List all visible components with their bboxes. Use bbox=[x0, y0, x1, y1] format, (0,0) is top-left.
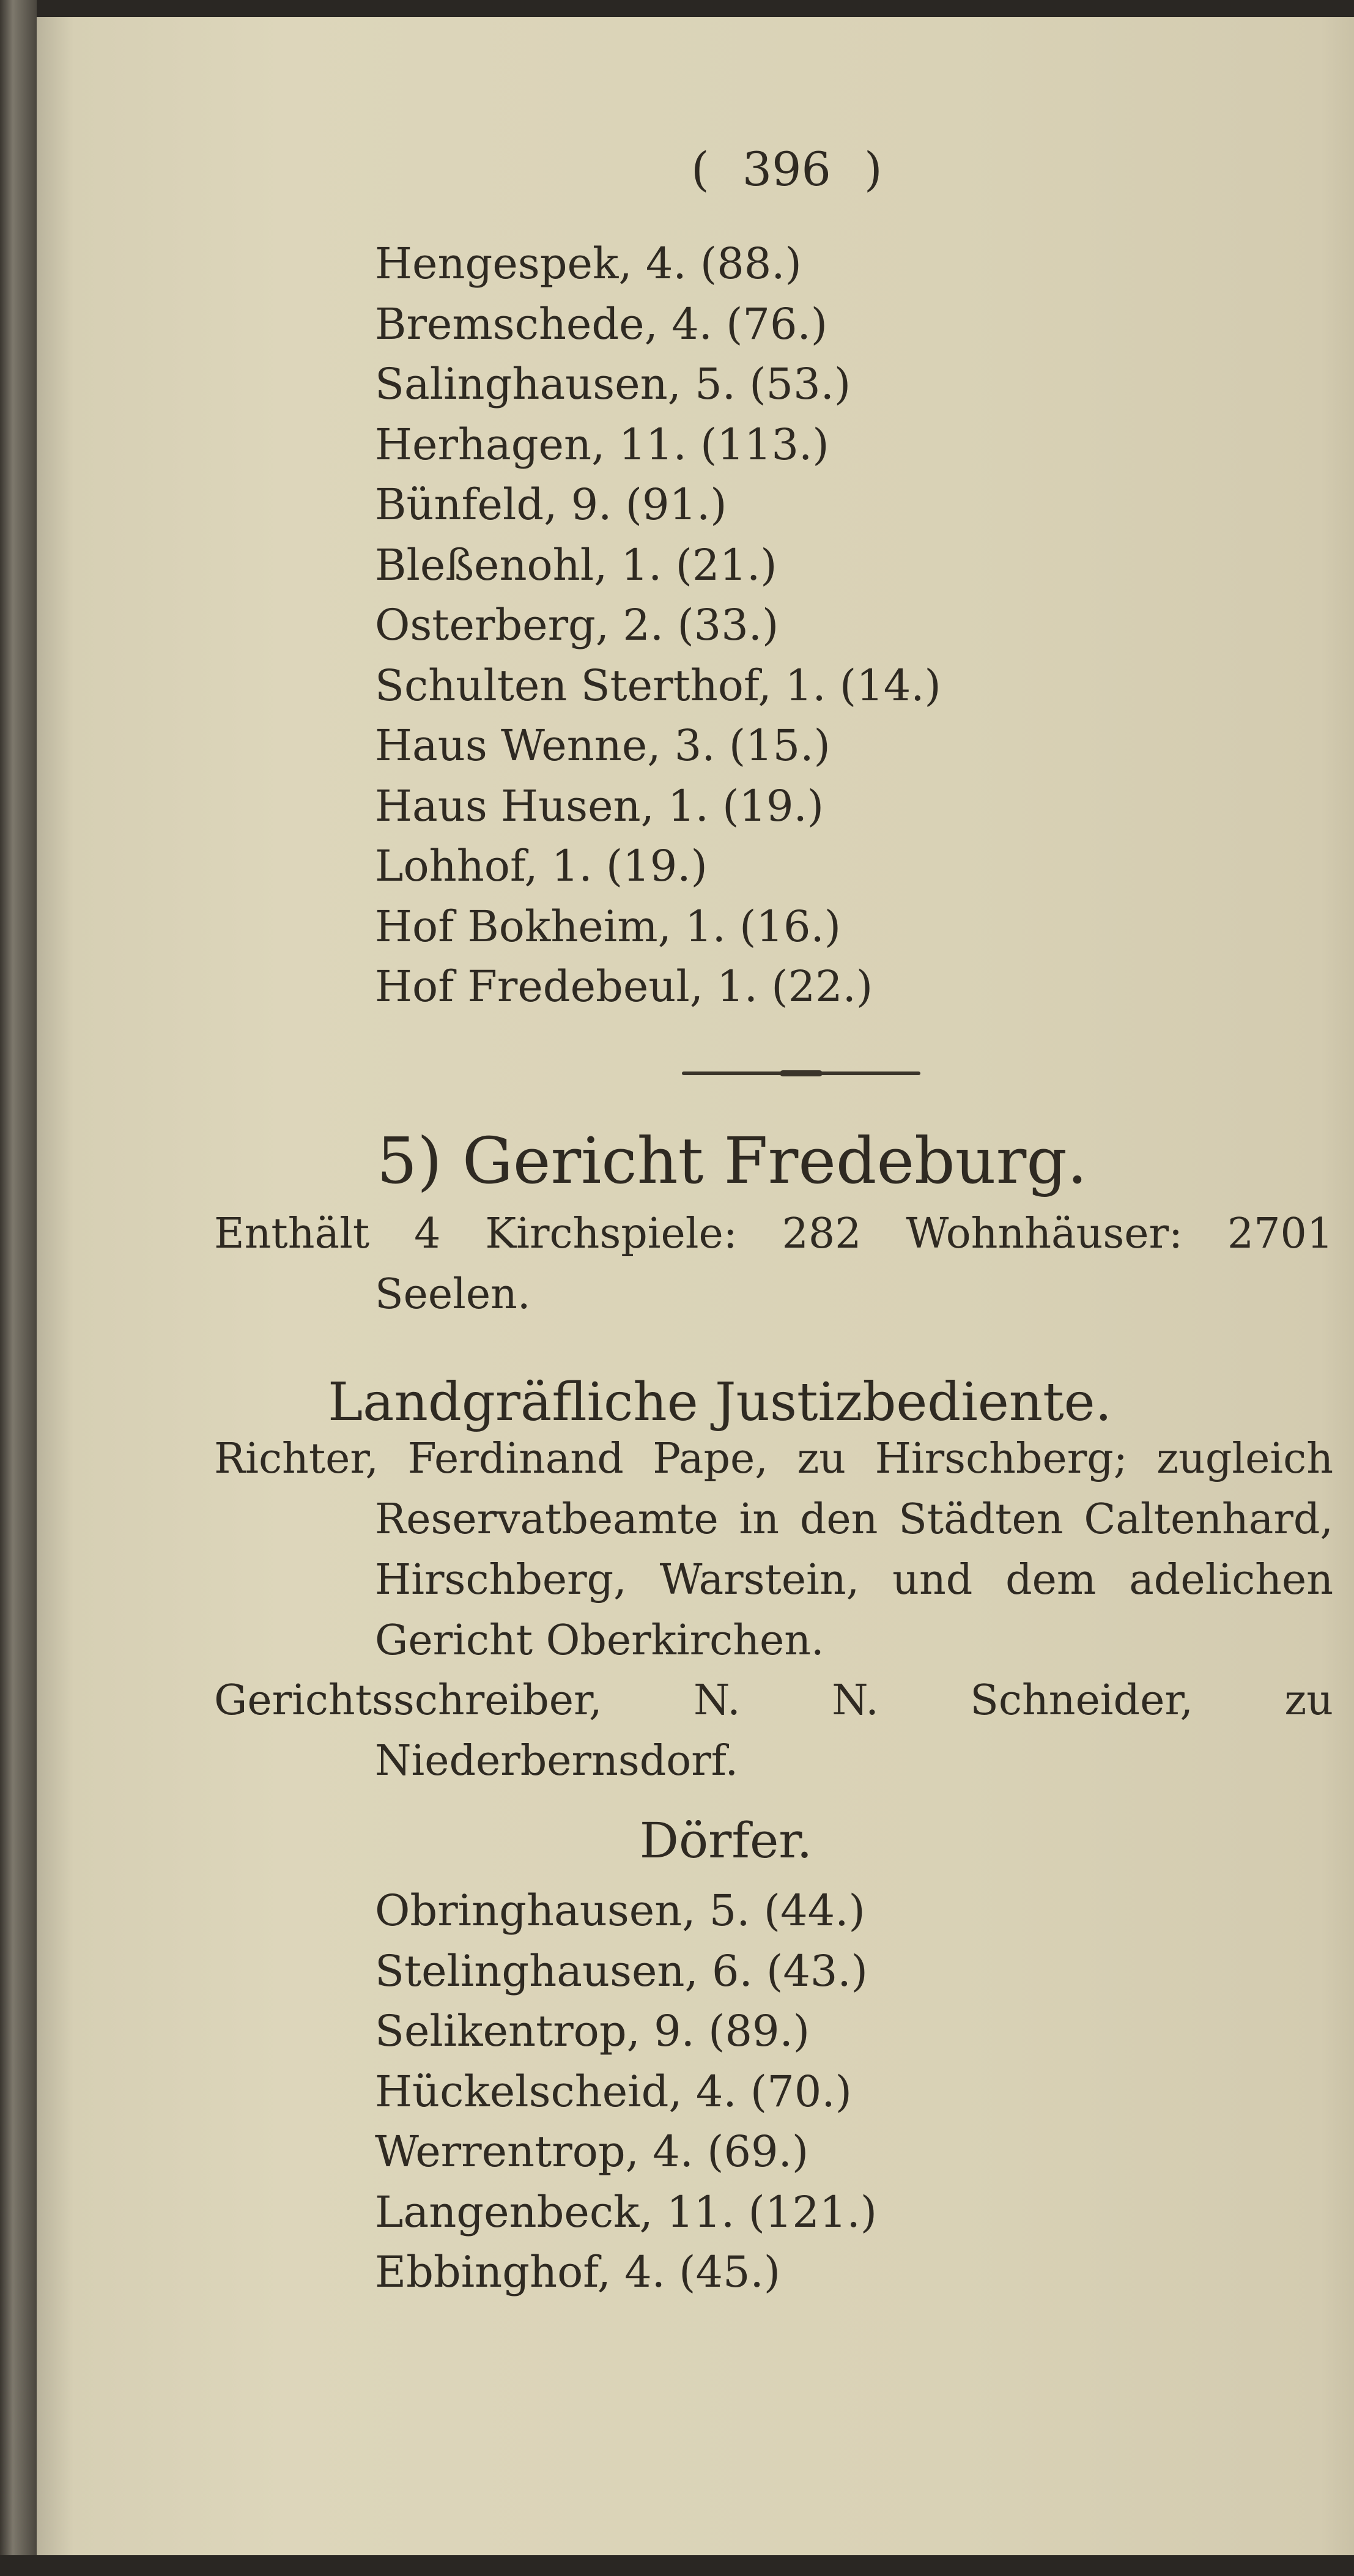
official-entry: Richter, Ferdinand Pape, zu Hirschberg; zugleich Reservatbeamte in den Städten Caltenhard, Hirschberg, Warstein, und dem adelichen Gericht Oberkirchen. bbox=[214, 1435, 1333, 1665]
list-item: Schulten Sterthof, 1. (14.) bbox=[375, 660, 941, 711]
scan-bottom-edge bbox=[0, 2555, 1354, 2576]
list-item: Stelinghausen, 6. (43.) bbox=[375, 1945, 868, 1996]
list-item: Salinghausen, 5. (53.) bbox=[375, 359, 851, 409]
scan-top-edge bbox=[0, 0, 1354, 17]
page-number: ( 396 ) bbox=[691, 142, 882, 196]
village-list-continued bbox=[375, 234, 941, 1017]
section-summary: Enthält 4 Kirchspiele: 282 Wohnhäuser: 2701 Seelen. bbox=[214, 1210, 1333, 1319]
list-item: Selikentrop, 9. (89.) bbox=[375, 2006, 810, 2056]
list-item: Hof Fredebeul, 1. (22.) bbox=[375, 961, 873, 1012]
section-divider bbox=[682, 1071, 920, 1075]
villages-heading: Dörfer. bbox=[639, 1812, 813, 1869]
list-item: Haus Wenne, 3. (15.) bbox=[375, 720, 831, 771]
list-item: Ebbinghof, 4. (45.) bbox=[375, 2247, 781, 2297]
officials-heading: Landgräfliche Justizbediente. bbox=[328, 1372, 1112, 1433]
list-item: Herhagen, 11. (113.) bbox=[375, 419, 829, 470]
list-item: Hengespek, 4. (88.) bbox=[375, 239, 802, 289]
list-item: Bremschede, 4. (76.) bbox=[375, 298, 828, 349]
list-item: Bleßenohl, 1. (21.) bbox=[375, 539, 777, 590]
list-item: Werrentrop, 4. (69.) bbox=[375, 2126, 809, 2177]
list-item: Langenbeck, 11. (121.) bbox=[375, 2186, 878, 2237]
book-binding-edge bbox=[0, 0, 37, 2576]
section-heading: 5) Gericht Fredeburg. bbox=[377, 1123, 1087, 1198]
list-item: Hof Bokheim, 1. (16.) bbox=[375, 901, 842, 952]
list-item: Lohhof, 1. (19.) bbox=[375, 841, 708, 891]
list-item: Osterberg, 2. (33.) bbox=[375, 600, 779, 650]
list-item: Bünfeld, 9. (91.) bbox=[375, 479, 727, 530]
list-item: Haus Husen, 1. (19.) bbox=[375, 780, 824, 831]
village-list bbox=[375, 1881, 877, 2303]
list-item: Obringhausen, 5. (44.) bbox=[375, 1886, 865, 1936]
official-entry: Gerichtsschreiber, N. N. Schneider, zu Niederbernsdorf. bbox=[214, 1676, 1333, 1785]
list-item: Hückelscheid, 4. (70.) bbox=[375, 2066, 852, 2117]
